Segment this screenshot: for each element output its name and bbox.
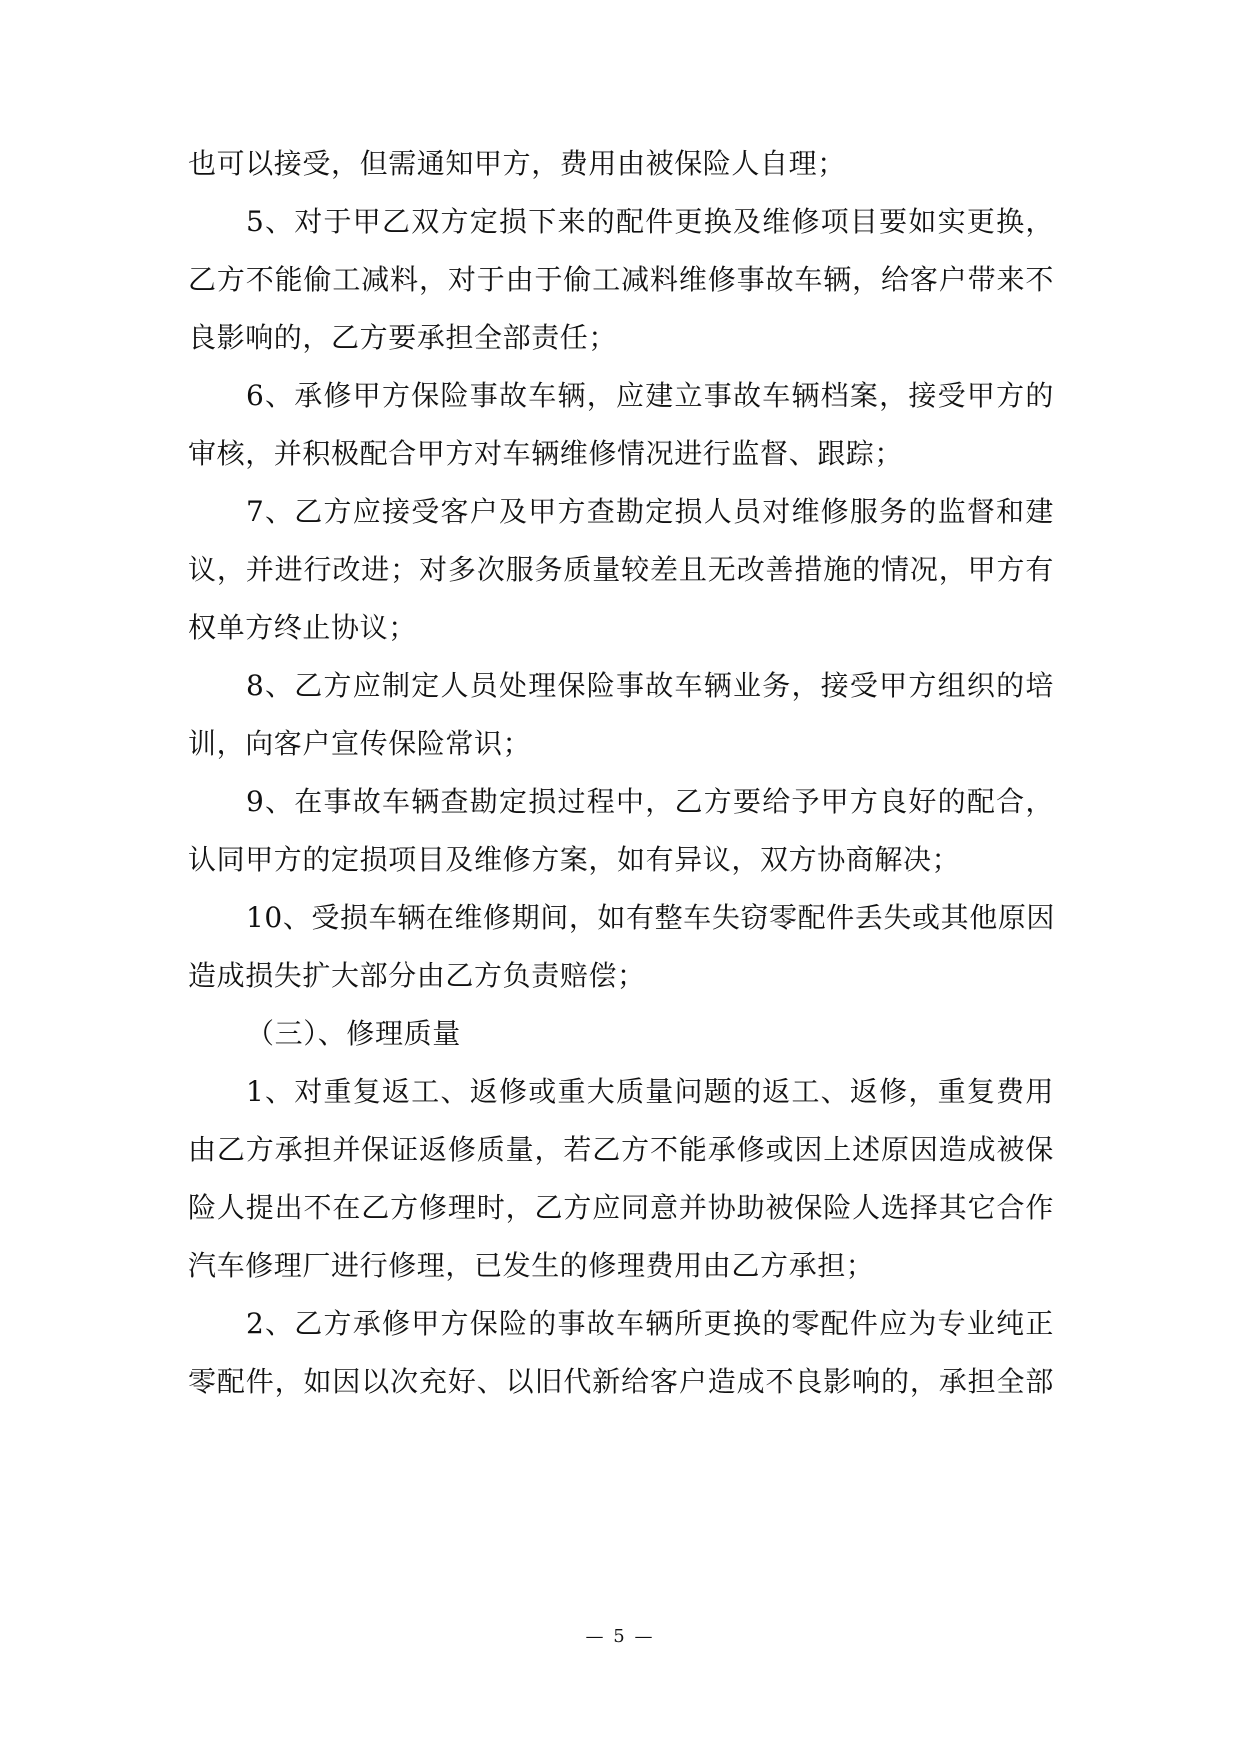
text-line: 议，并进行改进；对多次服务质量较差且无改善措施的情况，甲方有 — [188, 553, 1054, 586]
text-line: 险人提出不在乙方修理时，乙方应同意并协助被保险人选择其它合作 — [188, 1191, 1054, 1224]
text-line: 汽车修理厂进行修理，已发生的修理费用由乙方承担； — [188, 1249, 875, 1282]
text-line: 8、乙方应制定人员处理保险事故车辆业务，接受甲方组织的培 — [246, 669, 1054, 702]
text-line: 造成损失扩大部分由乙方负责赔偿； — [188, 959, 646, 992]
text-line: 乙方不能偷工减料，对于由于偷工减料维修事故车辆，给客户带来不 — [188, 263, 1054, 296]
text-line: 认同甲方的定损项目及维修方案，如有异议，双方协商解决； — [188, 843, 961, 876]
text-line: 10、受损车辆在维修期间，如有整车失窃零配件丢失或其他原因 — [246, 901, 1056, 934]
text-line: 审核，并积极配合甲方对车辆维修情况进行监督、跟踪； — [188, 437, 904, 470]
text-line: 也可以接受，但需通知甲方，费用由被保险人自理； — [188, 147, 846, 180]
section-heading: （三）、修理质量 — [246, 1017, 461, 1050]
text-line: 5、对于甲乙双方定损下来的配件更换及维修项目要如实更换， — [246, 205, 1054, 238]
text-line: 1、对重复返工、返修或重大质量问题的返工、返修，重复费用 — [246, 1075, 1054, 1108]
text-line: 权单方终止协议； — [188, 611, 417, 644]
text-line: 2、乙方承修甲方保险的事故车辆所更换的零配件应为专业纯正 — [246, 1307, 1054, 1340]
page-number: — 5 — — [585, 1626, 655, 1647]
text-line: 良影响的，乙方要承担全部责任； — [188, 321, 618, 354]
text-line: 训，向客户宣传保险常识； — [188, 727, 532, 760]
text-line: 9、在事故车辆查勘定损过程中，乙方要给予甲方良好的配合， — [246, 785, 1054, 818]
text-line: 由乙方承担并保证返修质量，若乙方不能承修或因上述原因造成被保 — [188, 1133, 1054, 1166]
text-line: 零配件，如因以次充好、以旧代新给客户造成不良影响的，承担全部 — [188, 1365, 1054, 1398]
text-line: 7、乙方应接受客户及甲方查勘定损人员对维修服务的监督和建 — [246, 495, 1054, 528]
text-line: 6、承修甲方保险事故车辆，应建立事故车辆档案，接受甲方的 — [246, 379, 1054, 412]
